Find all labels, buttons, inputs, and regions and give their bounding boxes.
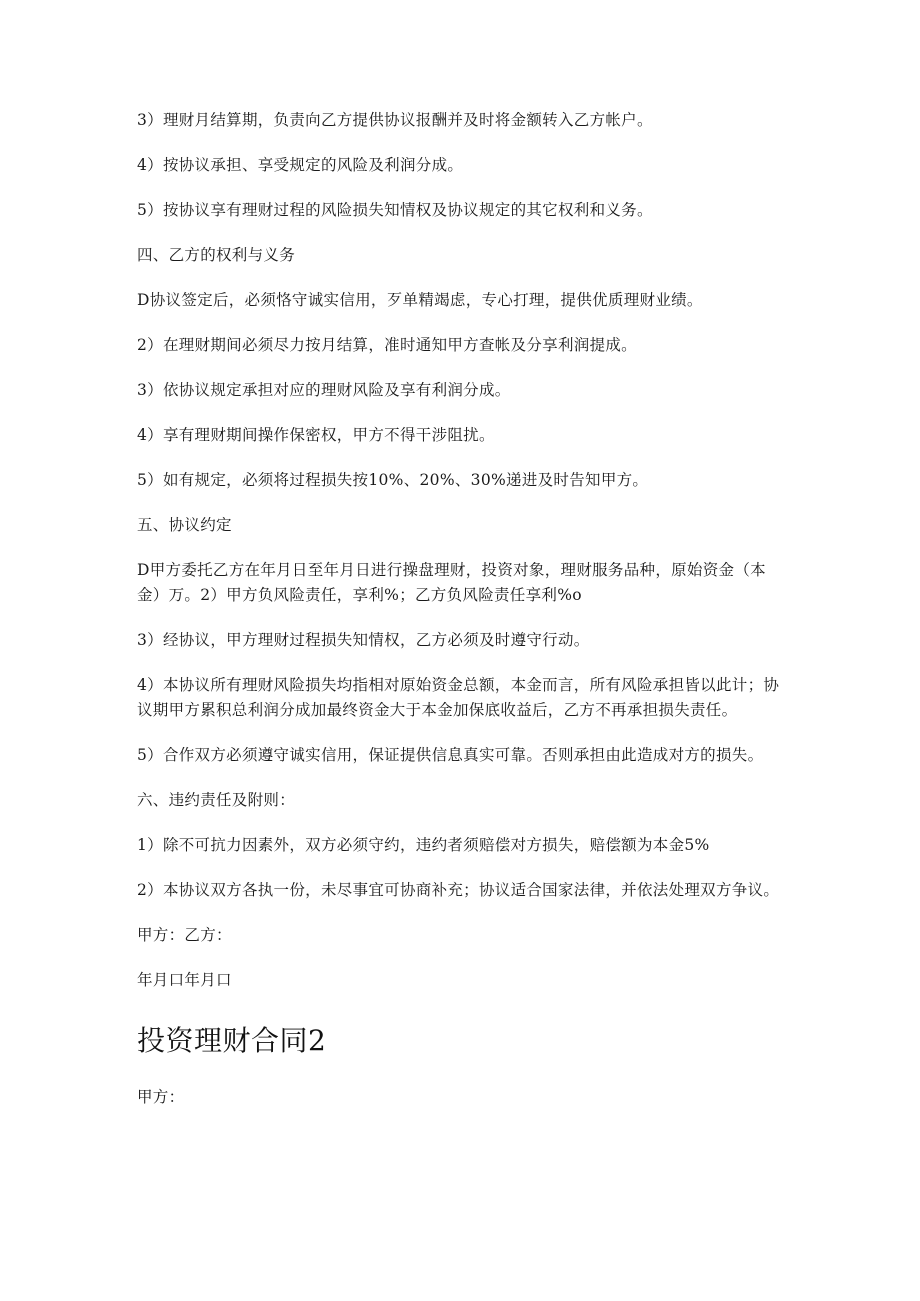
clause-party-b-4: 4）享有理财期间操作保密权，甲方不得干涉阻扰。 (137, 426, 495, 444)
clause-agreement-4: 4）本协议所有理财风险损失均指相对原始资金总额，本金而言，所有风险承担皆以此计；协议期甲方累积总利润分成加最终资金大于本金加保底收益后，乙方不再承担损失责任。 (137, 676, 780, 719)
clause-agreement-1-2: D甲方委托乙方在年月日至年月日进行操盘理财，投资对象，理财服务品种，原始资金（本金）万。2）甲方负风险责任，享利%；乙方负风险责任享利%o (137, 561, 766, 604)
contract-title: 投资理财合同2 (137, 1024, 327, 1057)
clause-party-b-5: 5）如有规定，必须将过程损失按10%、20%、30%递进及时告知甲方。 (137, 471, 649, 489)
clause-party-a-3: 3）理财月结算期，负责向乙方提供协议报酬并及时将金额转入乙方帐户。 (137, 111, 653, 129)
clause-party-b-1: D协议签定后，必须恪守诚实信用，歹单精竭虑，专心打理，提供优质理财业绩。 (137, 291, 703, 309)
section-heading-liability: 六、违约责任及附则： (137, 791, 296, 809)
clause-liability-1: 1）除不可抗力因素外，双方必须守约，违约者须赔偿对方损失，赔偿额为本金5% (137, 836, 710, 854)
signature-line-parties: 甲方：乙方： (137, 926, 232, 944)
clause-party-b-2: 2）在理财期间必须尽力按月结算，准时通知甲方查帐及分享利润提成。 (137, 336, 637, 354)
clause-party-a-4: 4）按协议承担、享受规定的风险及利润分成。 (137, 156, 464, 174)
section-heading-agreement: 五、协议约定 (137, 516, 232, 534)
clause-agreement-5: 5）合作双方必须遵守诚实信用，保证提供信息真实可靠。否则承担由此造成对方的损失。 (137, 746, 764, 764)
clause-party-a-5: 5）按协议享有理财过程的风险损失知情权及协议规定的其它权利和义务。 (137, 201, 653, 219)
signature-line-dates: 年月口年月口 (137, 971, 232, 989)
section-heading-party-b-rights: 四、乙方的权利与义务 (137, 246, 296, 264)
clause-agreement-3: 3）经协议，甲方理财过程损失知情权，乙方必须及时遵守行动。 (137, 631, 590, 649)
clause-party-b-3: 3）依协议规定承担对应的理财风险及享有利润分成。 (137, 381, 511, 399)
clause-liability-2: 2）本协议双方各执一份，未尽事宜可协商补充；协议适合国家法律，并依法处理双方争议。 (137, 881, 780, 899)
party-a-label: 甲方： (137, 1088, 185, 1106)
contract-body (137, 108, 787, 1130)
